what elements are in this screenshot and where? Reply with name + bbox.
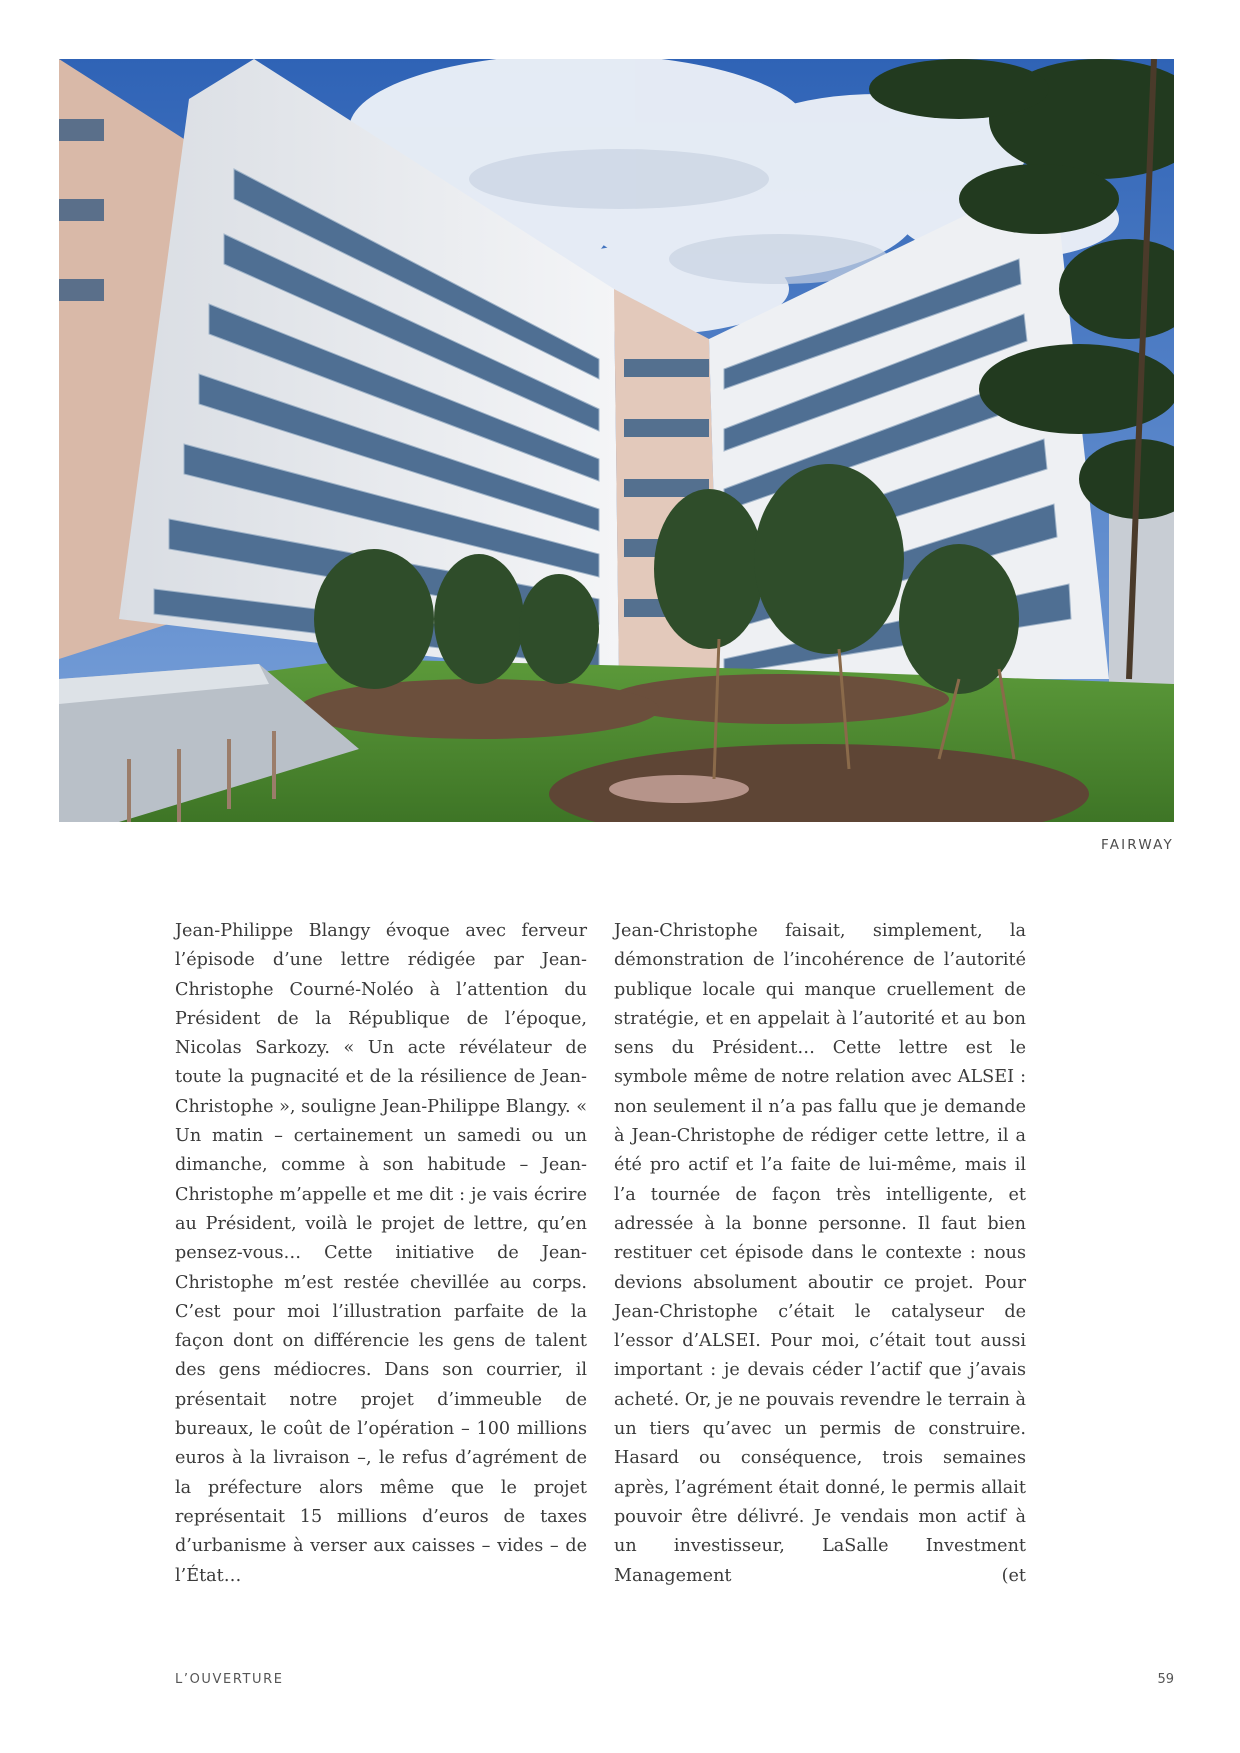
footer-section-title: L’OUVERTURE <box>175 1672 284 1687</box>
photo-caption: FAIRWAY <box>1100 837 1174 853</box>
article-column-right: Jean-Christophe faisait, simplement, la démonstration de l’incohérence de l’autorité publique locale qui manque cruellement de stratégie, et en appelait à l’autorité et au bon sens du Président… Cette lettre est le symbole même de notre relation avec ALSEI : non seulement il n’a pas fallu que je demande à Jean-Christophe de rédiger cette lettre, il a été pro actif et l’a faite de lui-même, mais il l’a tournée de façon très intelligente, et adressée à la bonne personne. Il faut bien restituer cet épisode dans le contexte : nous devions absolument aboutir ce projet. Pour Jean-Christophe c’était le catalyseur de l’essor d’ALSEI. Pour moi, c’était tout aussi important : je devais céder l’actif que j’avais acheté. Or, je ne pouvais revendre le terrain à un tiers qu’avec un permis de construire. Hasard ou conséquence, trois semaines après, l’agrément était donné, le permis allait pouvoir être délivré. Je vendais mon actif à un investisseur, LaSalle Investment Management (et <box>614 921 1026 1586</box>
article-column-left: Jean-Philippe Blangy évoque avec ferveur l’épisode d’une lettre rédigée par Jean-Christophe Courné-Noléo à l’attention du Président de la République de l’époque, Nicolas Sarkozy. « Un acte révélateur de toute la pugnacité et de la résilience de Jean-Christophe », souligne Jean-Philippe Blangy. « Un matin – certainement un samedi ou un dimanche, comme à son habitude – Jean-Christophe m’appelle et me dit : je vais écrire au Président, voilà le projet de lettre, qu’en pensez-vous… Cette initiative de Jean-Christophe m’est restée chevillée au corps. C’est pour moi l’illustration parfaite de la façon dont on différencie les gens de talent des gens médiocres. Dans son courrier, il présentait notre projet d’immeuble de bureaux, le coût de l’opération – 100 millions euros à la livraison –, le refus d’agrément de la préfecture alors même que le projet représentait 15 millions d’euros de taxes d’urbanisme à verser aux caisses – vides – de l’État… <box>175 921 587 1586</box>
page-number: 59 <box>1157 1672 1174 1687</box>
office-building-photo-illustration <box>59 59 1174 822</box>
building-photo <box>59 59 1174 822</box>
